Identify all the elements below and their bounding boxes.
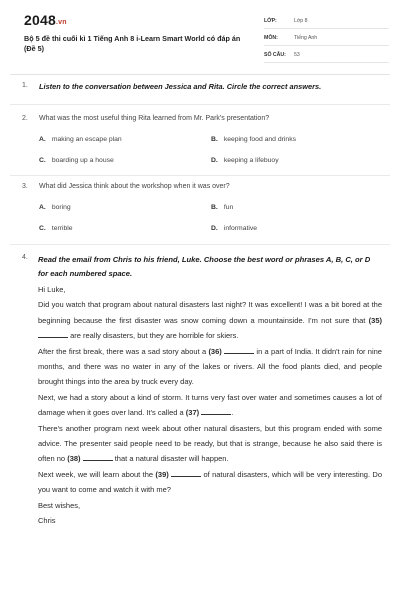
header-divider	[10, 74, 390, 75]
option-c[interactable]: C. terrible	[39, 225, 73, 232]
question-number: 3.	[22, 183, 28, 190]
meta-label: SỐ CÂU:	[264, 52, 286, 58]
option-b[interactable]: B. fun	[211, 204, 234, 211]
blank-label-39: (39)	[155, 469, 169, 479]
question-text: What was the most useful thing Rita learned from Mr. Park's presentation?	[39, 115, 270, 122]
blank-35[interactable]	[38, 330, 68, 338]
email-signature: Chris	[38, 516, 56, 526]
blank-label-38: (38)	[67, 454, 81, 464]
question-number: 1.	[22, 82, 28, 89]
option-d[interactable]: D. keeping a lifebuoy	[211, 157, 279, 164]
email-paragraph-4: There's another program next week about other natural disasters, but this program ended with some advice. The presenter said people need to be ready, but that is strange, because he also said there is often no (38) that a natural disaster will happen.	[38, 423, 382, 464]
question-number: 4.	[22, 254, 28, 261]
site-logo[interactable]: 2048.vn	[24, 12, 67, 28]
meta-label: MÔN:	[264, 35, 278, 41]
meta-row-subject	[264, 33, 389, 46]
option-a[interactable]: A. boring	[39, 204, 71, 211]
email-paragraph-1: Did you watch that program about natural disasters last night? It was excellent! I was a bit bored at the beginning because the first disaster was snow coming down a mountainside. I'm not sure that (35) are really disasters, but they are horrible for skiers.	[38, 300, 382, 341]
option-b[interactable]: B. keeping food and drinks	[211, 136, 296, 143]
divider	[10, 104, 390, 105]
email-paragraph-2: After the first break, there was a sad story about a (36) in a part of India. It didn't rain for nine months, and there was no water in any of the lakes or rivers. All the food plants died, and people brought things into the area by truck every day.	[38, 346, 382, 387]
passage-instruction: Read the email from Chris to his friend, Luke. Choose the best word or phrases A, B, C, or D for each numbered space.	[38, 255, 371, 278]
meta-row-count	[264, 50, 389, 63]
meta-info	[264, 16, 389, 67]
blank-36[interactable]	[224, 346, 254, 354]
meta-value: Lớp 8	[294, 18, 308, 24]
blank-37[interactable]	[201, 407, 231, 415]
meta-value: 53	[294, 52, 300, 58]
email-passage	[38, 282, 382, 529]
question-text: What did Jessica think about the workshop when it was over?	[39, 183, 230, 190]
question-text: Listen to the conversation between Jessica and Rita. Circle the correct answers.	[39, 82, 322, 91]
blank-label-35: (35)	[368, 315, 382, 325]
option-d[interactable]: D. informative	[211, 225, 258, 232]
email-greeting: Hi Luke,	[38, 285, 66, 294]
meta-label: LỚP:	[264, 18, 277, 24]
document-title: Bộ 5 đề thi cuối kì 1 Tiếng Anh 8 i-Learn Smart World có đáp án (Đề 5)	[24, 34, 241, 53]
meta-value: Tiếng Anh	[294, 35, 318, 41]
blank-label-37: (37)	[185, 408, 200, 418]
email-paragraph-5: Next week, we will learn about the (39) of natural disasters, which will be very interesting. Do you want to come and watch it with me?	[38, 469, 382, 495]
option-a[interactable]: A. making an escape plan	[39, 136, 122, 143]
email-paragraph-3: Next, we had a story about a kind of storm. It turns very fast over water and sometimes causes a lot of damage when it goes over land. It's called a (37) .	[38, 392, 382, 418]
blank-label-36: (36)	[208, 346, 222, 356]
meta-row-class	[264, 16, 389, 29]
blank-38[interactable]	[83, 453, 113, 461]
document-header	[10, 0, 390, 75]
question-number: 2.	[22, 115, 28, 122]
email-closing: Best wishes,	[38, 500, 81, 510]
divider	[10, 244, 390, 245]
blank-39[interactable]	[171, 469, 201, 477]
divider	[10, 175, 390, 176]
option-c[interactable]: C. boarding up a house	[39, 157, 114, 164]
